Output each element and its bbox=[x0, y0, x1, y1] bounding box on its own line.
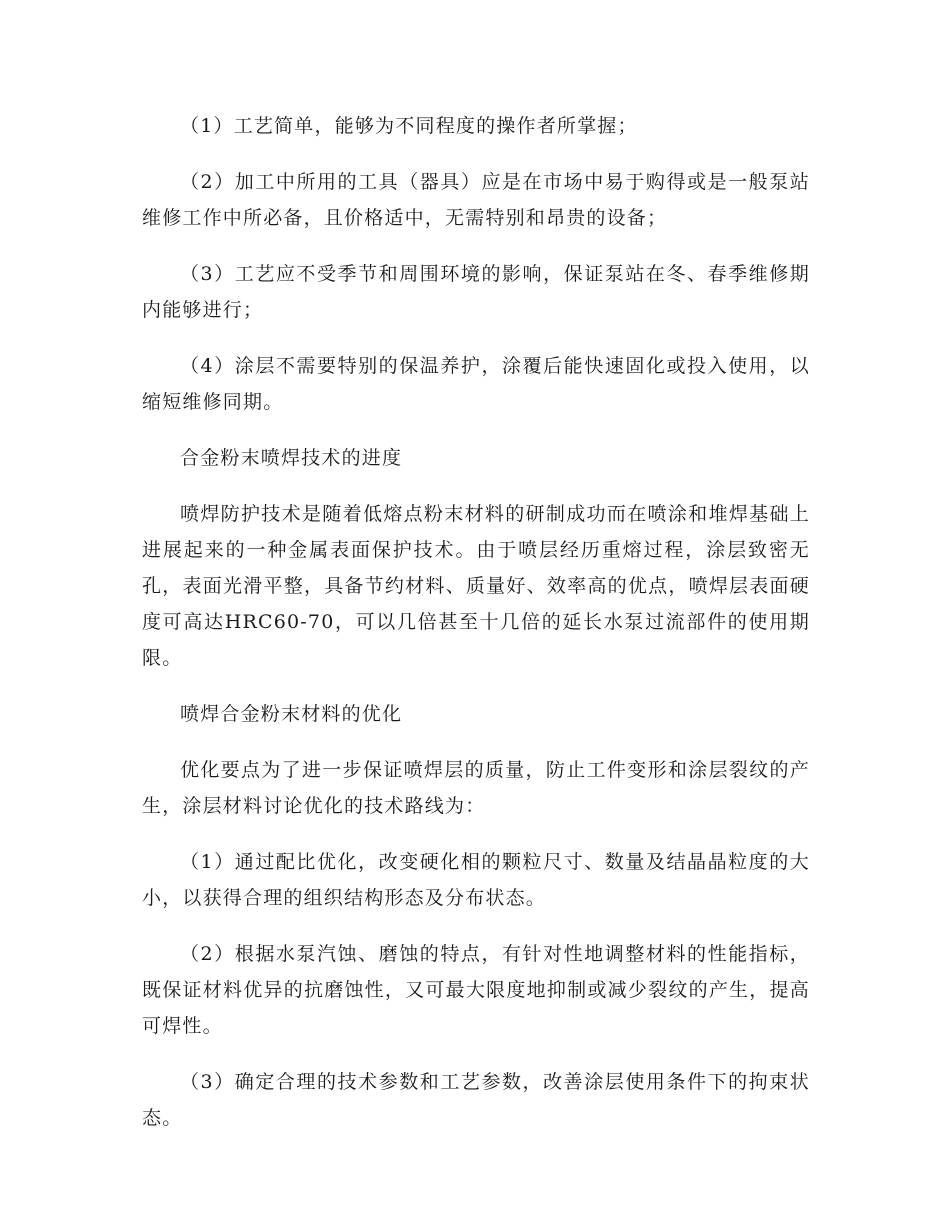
section-heading-powder-optimization: 喷焊合金粉末材料的优化 bbox=[180, 703, 403, 725]
paragraph-performance-adjustment: （2）根据水泵汽蚀、磨蚀的特点，有针对性地调整材料的性能指标，既保证材料优异的抗磨蚀性，又可最大限度地抑制或减少裂纹的产生，提高可焊性。 bbox=[142, 943, 810, 1037]
paragraph-spray-welding-description: 喷焊防护技术是随着低熔点粉末材料的研制成功而在喷涂和堆焊基础上进展起来的一种金属表面保护技术。由于喷层经历重熔过程，涂层致密无孔，表面光滑平整，具备节约材料、质量好、效率高的优点，喷焊层表面硬度可高达HRC60-70，可以几倍甚至十几倍的延长水泵过流部件的使用期限。 bbox=[142, 503, 810, 669]
paragraph-fast-curing: （4）涂层不需要特别的保温养护，涂覆后能快速固化或投入使用，以缩短维修同期。 bbox=[142, 355, 810, 413]
paragraph-ratio-optimization: （1）通过配比优化，改变硬化相的颗粒尺寸、数量及结晶晶粒度的大小，以获得合理的组织结构形态及分布状态。 bbox=[142, 851, 810, 909]
paragraph-process-simple: （1）工艺简单，能够为不同程度的操作者所掌握； bbox=[180, 115, 638, 137]
document-page bbox=[142, 108, 810, 1156]
paragraph-tools-available: （2）加工中所用的工具（器具）应是在市场中易于购得或是一般泵站维修工作中所必备，且价格适中，无需特别和昂贵的设备； bbox=[142, 171, 810, 229]
paragraph-optimization-route: 优化要点为了进一步保证喷焊层的质量，防止工件变形和涂层裂纹的产生，涂层材料讨论优化的技术路线为： bbox=[142, 759, 810, 817]
section-heading-spray-welding-progress: 合金粉末喷焊技术的进度 bbox=[180, 447, 403, 469]
paragraph-season-independent: （3）工艺应不受季节和周围环境的影响，保证泵站在冬、春季维修期内能够进行； bbox=[142, 263, 810, 321]
paragraph-parameter-determination: （3）确定合理的技术参数和工艺参数，改善涂层使用条件下的拘束状态。 bbox=[142, 1071, 810, 1129]
